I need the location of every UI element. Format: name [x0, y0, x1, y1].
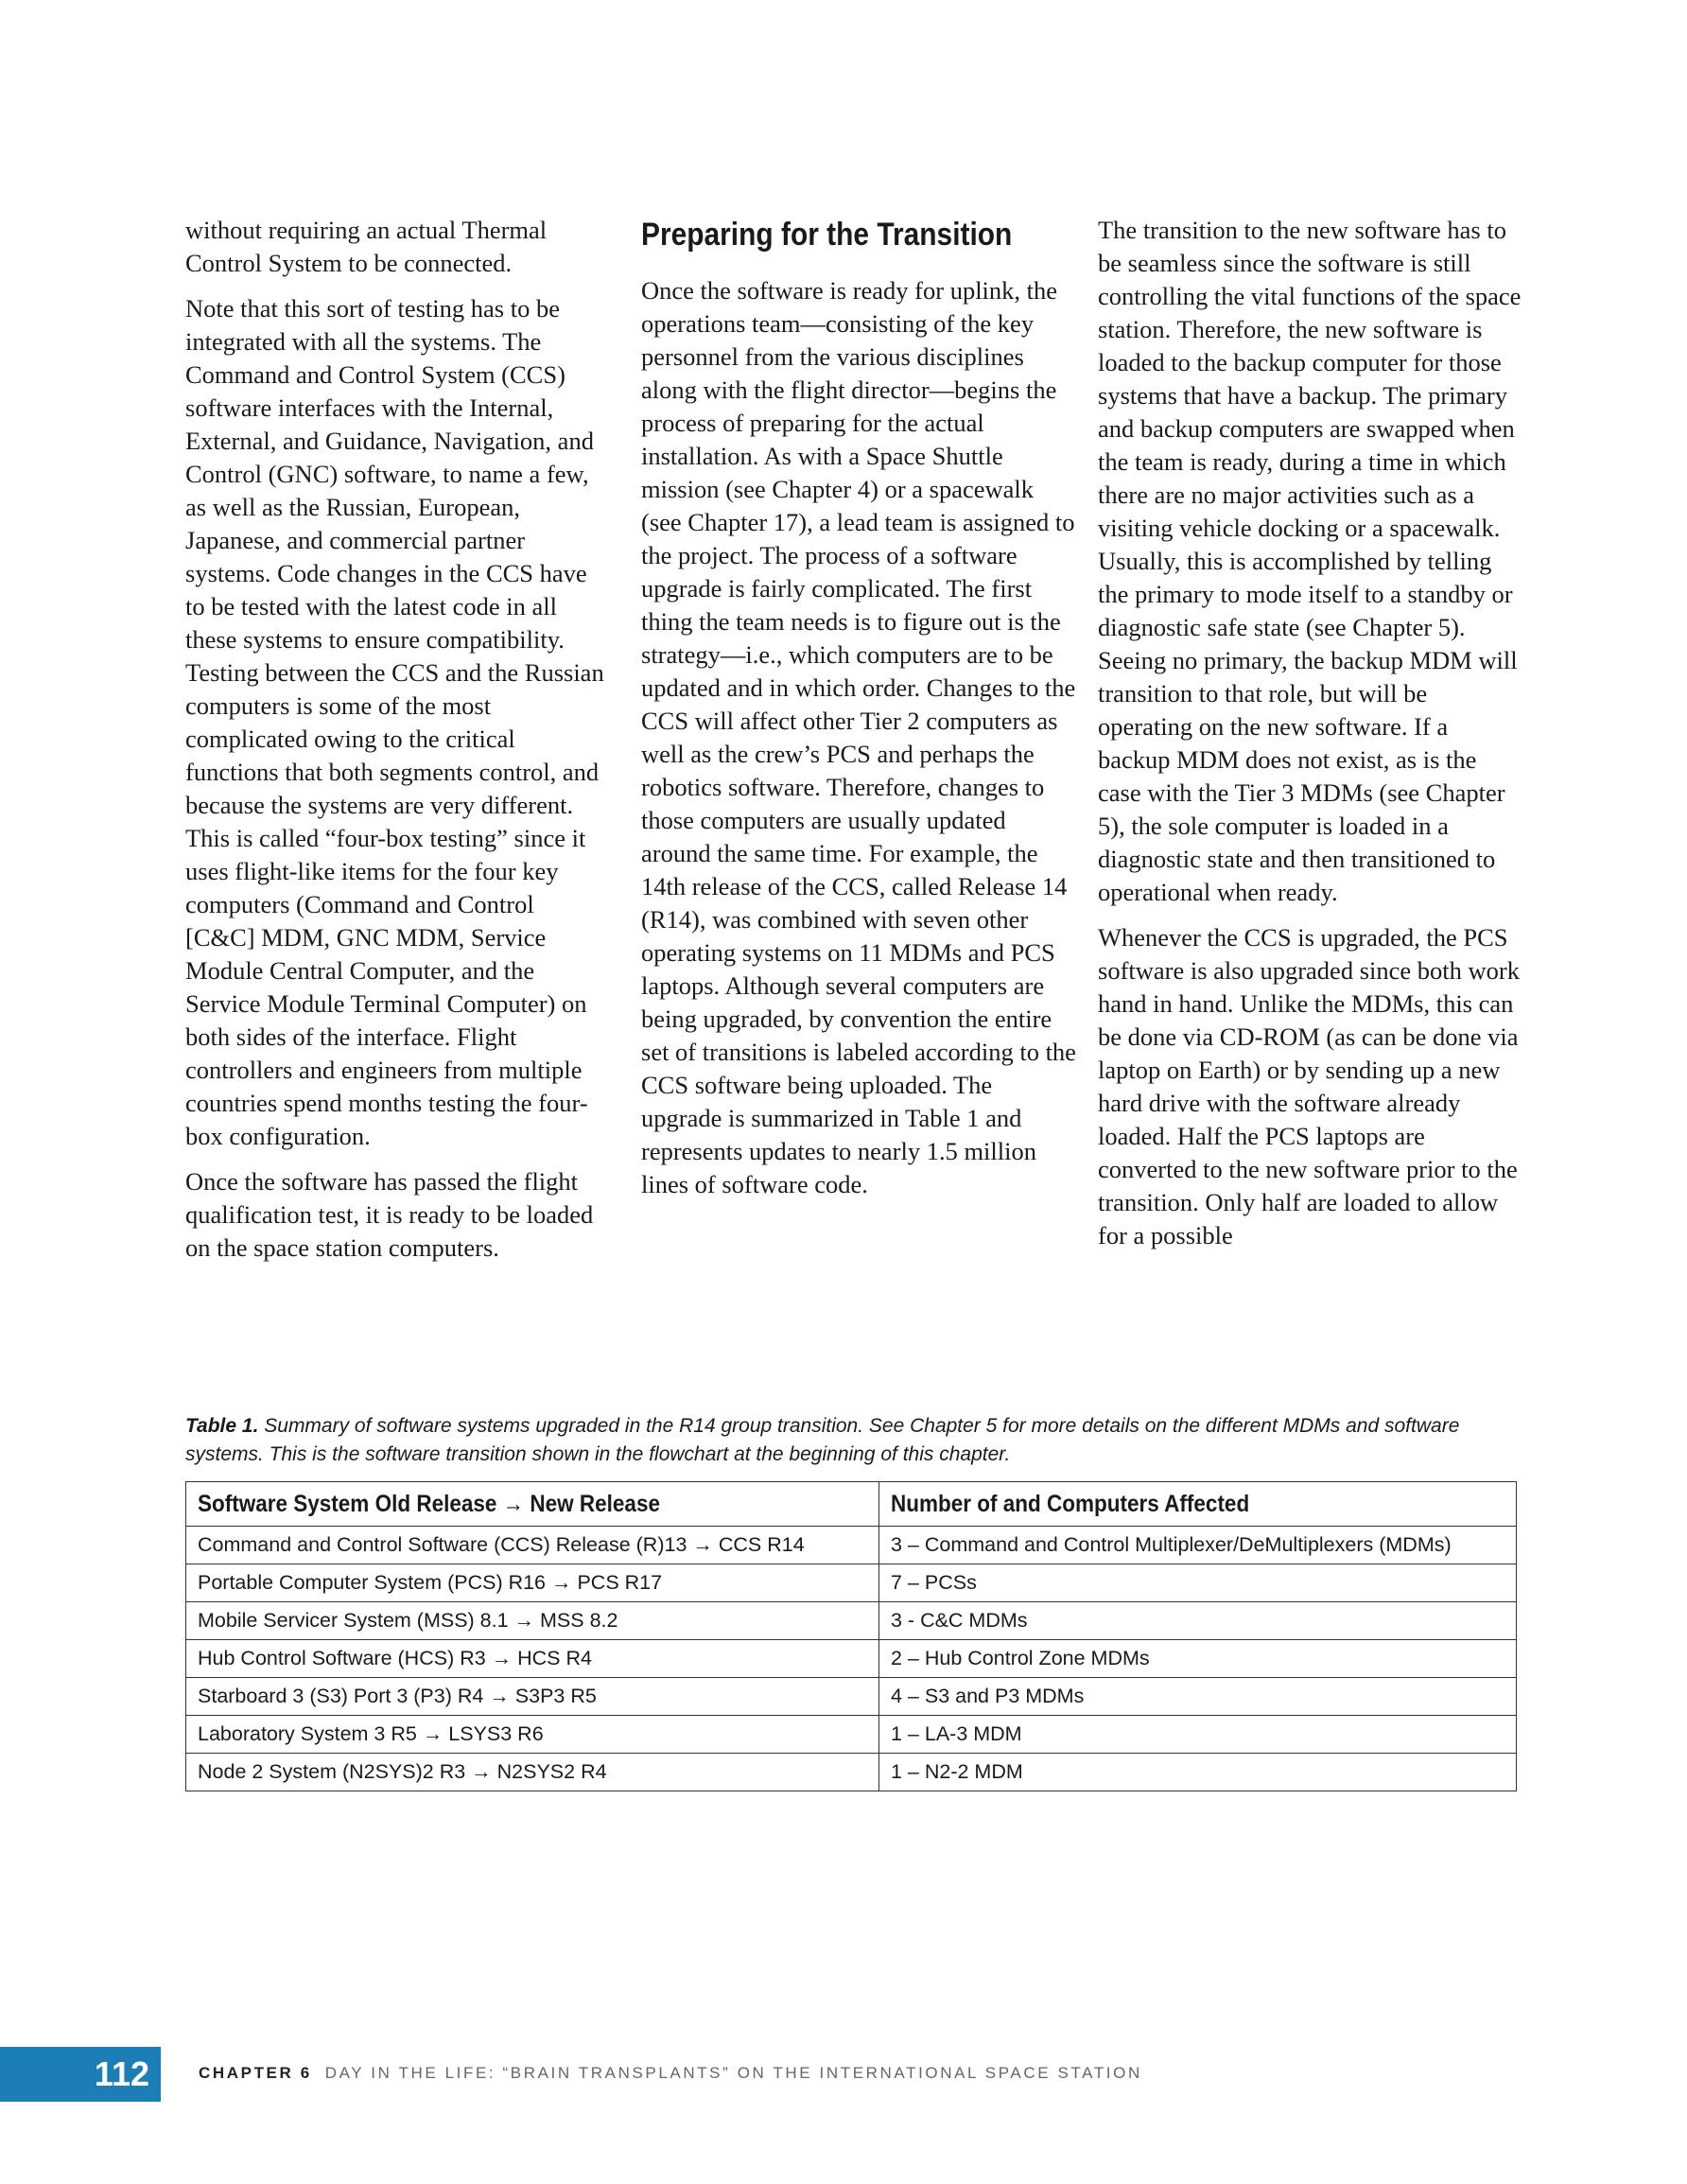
paragraph: The transition to the new software has to be seamless since the software is still controlling the vital functions of the space station. Therefore, the new software is loaded to the backup computer for those systems that have a backup. The primary and backup computers are swapped when the team is ready, during a time in which there are no major activities such as a visiting vehicle docking or a spacewalk. Usually, this is accomplished by telling the primary to mode itself to a standby or diagnostic safe state (see Chapter 5). Seeing no primary, the backup MDM will transition to that role, but will be operating on the new software. If a backup MDM does not exist, as is the case with the Tier 3 MDMs (see Chapter 5), the sole computer is loaded in a diagnostic state and then transitioned to operational when ready.: [1098, 216, 1522, 906]
body-column-2: [641, 214, 1078, 1214]
table-cell: Command and Control Software (CCS) Release (R)13 → CCS R14: [186, 1527, 879, 1564]
table-header-row: [186, 1482, 1517, 1527]
body-column-1: [185, 214, 609, 1277]
table-row: [186, 1640, 1517, 1678]
table-cell: Starboard 3 (S3) Port 3 (P3) R4 → S3P3 R5: [186, 1678, 879, 1716]
running-footer: [199, 2064, 1142, 2083]
table-caption-label: Table 1.: [185, 1415, 259, 1437]
chapter-title: DAY IN THE LIFE: “BRAIN TRANSPLANTS” ON THE INTERNATIONAL SPACE STATION: [324, 2064, 1142, 2082]
chapter-label: CHAPTER 6: [199, 2064, 312, 2082]
section-heading: Preparing for the Transition: [641, 217, 1013, 253]
paragraph: without requiring an actual Thermal Control System to be connected.: [185, 216, 548, 277]
column-header-computers-affected: Number of and Computers Affected: [879, 1482, 1517, 1527]
table-row: [186, 1602, 1517, 1640]
body-column-3: [1098, 214, 1523, 1265]
page-number-badge: [0, 2047, 161, 2102]
table-row: [186, 1678, 1517, 1716]
paragraph: Note that this sort of testing has to be integrated with all the systems. The Command and Control System (CCS) software interfaces with the Internal, External, and Guidance, Navigation, and Control (GNC) software, to name a few, as well as the Russian, European, Japanese, and commercial partner systems. Code changes in the CCS have to be tested with the latest code in all these systems to ensure compatibility. Testing between the CCS and the Russian computers is some of the most complicated owing to the critical functions that both segments control, and because the systems are very different. This is called “four-box testing” since it uses flight-like items for the four key computers (Command and Control [C&C] MDM, GNC MDM, Service Module Central Computer, and the Service Module Terminal Computer) on both sides of the interface. Flight controllers and engineers from multiple countries spend months testing the four-box configuration.: [185, 294, 604, 1150]
table-row: [186, 1754, 1517, 1791]
table-caption-text: Summary of software systems upgraded in the R14 group transition. See Chapter 5 for more details on the different MDMs and software systems. This is the software transition shown in the flowchart at the beginning of this chapter.: [185, 1415, 1460, 1465]
table-cell: Portable Computer System (PCS) R16 → PCS R17: [186, 1564, 879, 1602]
page-number: 112: [94, 2054, 149, 2093]
table-cell: 3 – Command and Control Multiplexer/DeMultiplexers (MDMs): [879, 1527, 1517, 1564]
column-header-software-system: Software System Old Release → New Release: [186, 1482, 879, 1527]
table-row: [186, 1716, 1517, 1754]
table-cell: 2 – Hub Control Zone MDMs: [879, 1640, 1517, 1678]
table-cell: Node 2 System (N2SYS)2 R3 → N2SYS2 R4: [186, 1754, 879, 1791]
table-cell: 3 - C&C MDMs: [879, 1602, 1517, 1640]
table-caption: [185, 1412, 1528, 1469]
table-cell: Laboratory System 3 R5 → LSYS3 R6: [186, 1716, 879, 1754]
paragraph: Whenever the CCS is upgraded, the PCS software is also upgraded since both work hand in hand. Unlike the MDMs, this can be done via CD-ROM (as can be done via laptop on Earth) or by sending up a new hard drive with the software already loaded. Half the PCS laptops are converted to the new software prior to the transition. Only half are loaded to allow for a possible: [1098, 923, 1520, 1249]
table-cell: Mobile Servicer System (MSS) 8.1 → MSS 8.2: [186, 1602, 879, 1640]
table-cell: 7 – PCSs: [879, 1564, 1517, 1602]
table-cell: Hub Control Software (HCS) R3 → HCS R4: [186, 1640, 879, 1678]
paragraph: Once the software is ready for uplink, the operations team—consisting of the key personnel from the various disciplines along with the flight director—begins the process of preparing for the actual installation. As with a Space Shuttle mission (see Chapter 4) or a spacewalk (see Chapter 17), a lead team is assigned to the project. The process of a software upgrade is fairly complicated. The first thing the team needs is to figure out is the strategy—i.e., which computers are to be updated and in which order. Changes to the CCS will affect other Tier 2 computers as well as the crew’s PCS and perhaps the robotics software. Therefore, changes to those computers are usually updated around the same time. For example, the 14th release of the CCS, called Release 14 (R14), was combined with seven other operating systems on 11 MDMs and PCS laptops. Although several computers are being upgraded, by convention the entire set of transitions is labeled according to the CCS software being uploaded. The upgrade is summarized in Table 1 and represents updates to nearly 1.5 million lines of software code.: [641, 276, 1076, 1198]
software-systems-table: [185, 1481, 1517, 1791]
table-row: [186, 1527, 1517, 1564]
table-row: [186, 1564, 1517, 1602]
table-cell: 4 – S3 and P3 MDMs: [879, 1678, 1517, 1716]
paragraph: Once the software has passed the flight qualification test, it is ready to be loaded on the space station computers.: [185, 1167, 594, 1262]
table-cell: 1 – LA-3 MDM: [879, 1716, 1517, 1754]
table-cell: 1 – N2-2 MDM: [879, 1754, 1517, 1791]
